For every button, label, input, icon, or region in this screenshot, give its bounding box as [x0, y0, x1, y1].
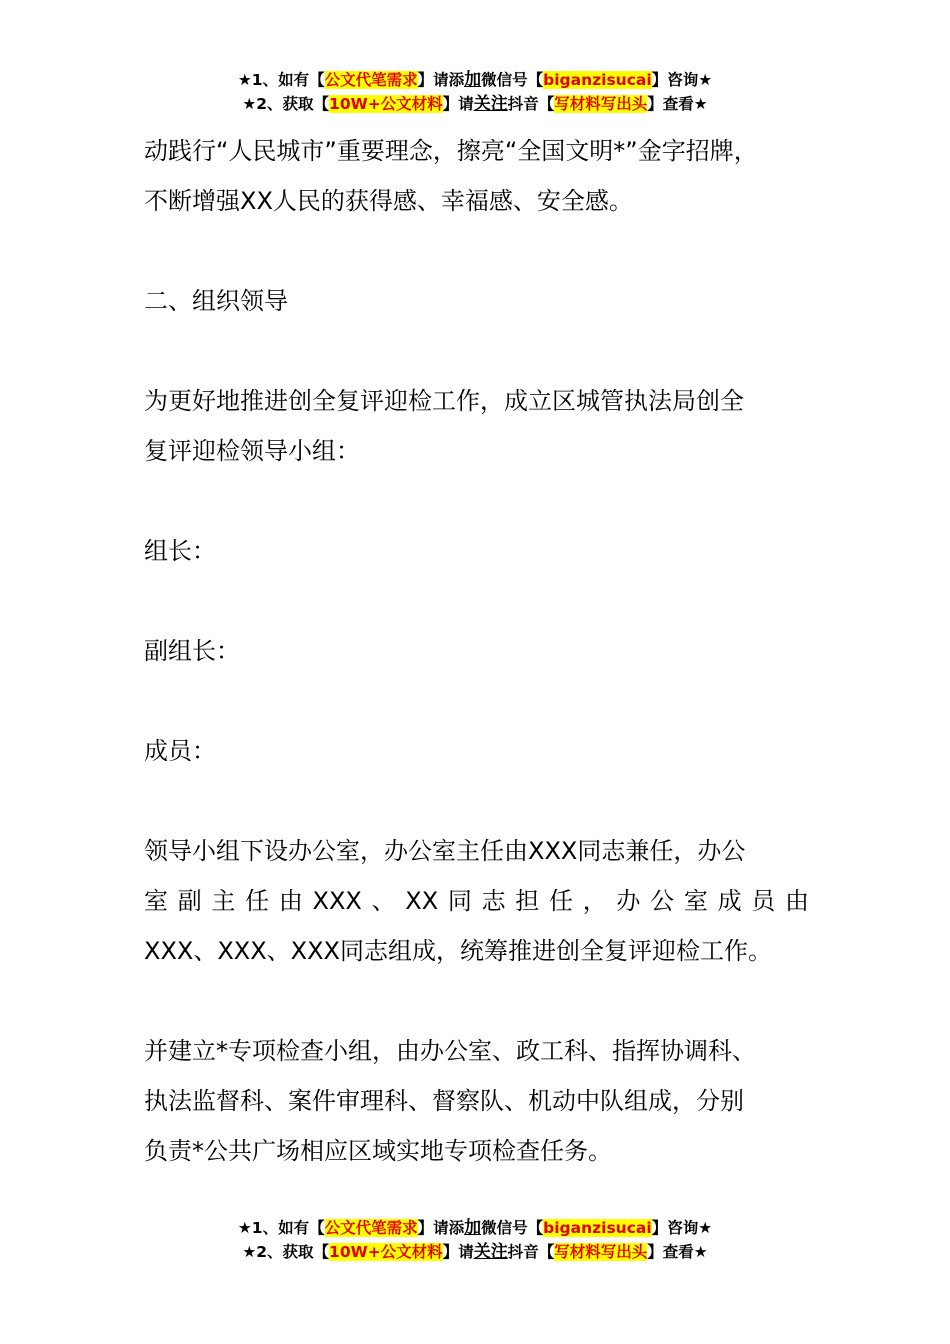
banner-line-1: [0, 68, 950, 92]
text-line: 复评迎检领导小组：: [144, 437, 360, 465]
paragraph: [144, 526, 809, 576]
banner-underline: 加: [464, 70, 482, 90]
header-banner: [0, 68, 950, 116]
banner-text: 抖音【: [507, 95, 555, 113]
paragraph: [144, 126, 809, 226]
text-line: 执法监督科、案件审理科、督察队、机动中队组成，分别: [144, 1087, 744, 1115]
text-line: 组长：: [144, 537, 216, 565]
text-line: 领导小组下设办公室，办公室主任由XXX同志兼任，办公: [144, 837, 746, 865]
banner-text: ★2、获取【: [242, 95, 330, 113]
banner-highlight: 写材料写出头: [554, 95, 648, 113]
banner-line-2: [0, 1240, 950, 1264]
banner-underline: 关注: [473, 94, 508, 114]
paragraph: [144, 376, 809, 476]
text-line: 成员：: [144, 737, 216, 765]
section-heading: [144, 276, 809, 326]
banner-underline: 加: [464, 1218, 482, 1238]
banner-text: 】查看★: [647, 1243, 708, 1261]
banner-text: ★1、如有【: [237, 71, 325, 89]
text-line: 副组长：: [144, 637, 240, 665]
banner-text: 】咨询★: [651, 71, 713, 89]
banner-text: 】查看★: [647, 95, 708, 113]
paragraph: [144, 1026, 809, 1176]
banner-highlight: 写材料写出头: [554, 1243, 648, 1261]
banner-text: 微信号【: [481, 71, 544, 89]
banner-line-2: [0, 92, 950, 116]
footer-banner: [0, 1216, 950, 1264]
banner-highlight: 公文代笔需求: [324, 71, 418, 89]
banner-text: 】请添: [417, 1219, 465, 1237]
paragraph: [144, 826, 809, 976]
banner-underline: 关注: [473, 1242, 508, 1262]
banner-line-1: [0, 1216, 950, 1240]
paragraph: [144, 726, 809, 776]
banner-text: ★1、如有【: [237, 1219, 325, 1237]
text-line: XXX、XXX、XXX同志组成，统筹推进创全复评迎检工作。: [144, 937, 772, 965]
text-line: 不断增强XX人民的获得感、幸福感、安全感。: [144, 187, 633, 215]
banner-text: ★2、获取【: [242, 1243, 330, 1261]
text-line: 室副主任由XXX、XX同志担任，办公室成员由: [144, 887, 809, 915]
text-line: 二、组织领导: [144, 287, 288, 315]
text-line: 动践行“人民城市”重要理念，擦亮“全国文明*”金字招牌，: [144, 137, 758, 165]
banner-text: 抖音【: [507, 1243, 555, 1261]
banner-highlight: 公文代笔需求: [324, 1219, 418, 1237]
banner-text: 】请添: [417, 71, 465, 89]
banner-text: 微信号【: [481, 1219, 544, 1237]
banner-highlight: 10W+公文材料: [329, 95, 443, 113]
banner-highlight: 10W+公文材料: [329, 1243, 443, 1261]
text-line: 为更好地推进创全复评迎检工作，成立区城管执法局创全: [144, 387, 744, 415]
banner-text: 】咨询★: [651, 1219, 713, 1237]
banner-highlight: biganzisucai: [543, 71, 652, 89]
text-line: 负责*公共广场相应区域实地专项检查任务。: [144, 1137, 612, 1165]
banner-text: 】请: [442, 95, 474, 113]
paragraph: [144, 626, 809, 676]
text-line: 并建立*专项检查小组，由办公室、政工科、指挥协调科、: [144, 1037, 756, 1065]
banner-text: 】请: [442, 1243, 474, 1261]
document-body: [144, 126, 809, 1226]
banner-highlight: biganzisucai: [543, 1219, 652, 1237]
